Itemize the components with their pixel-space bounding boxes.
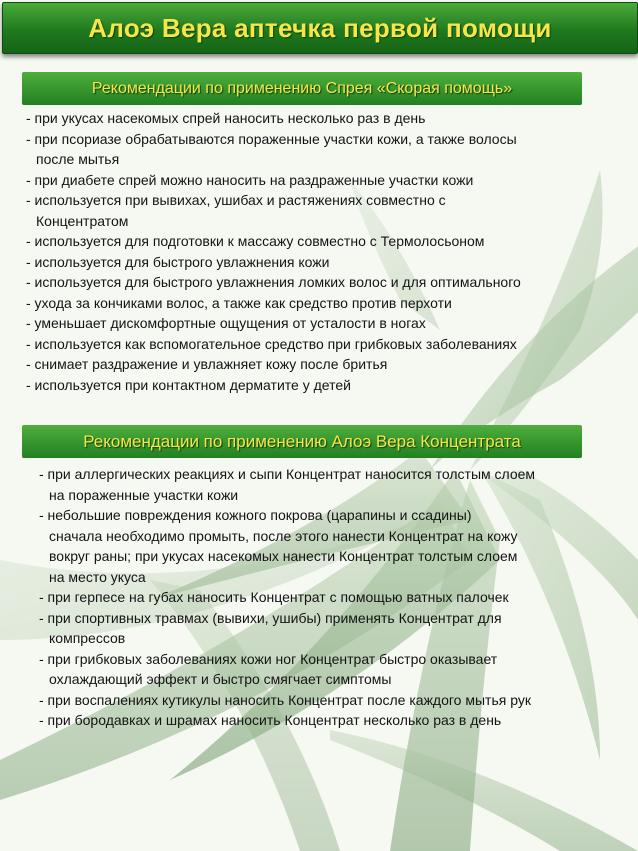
concentrate-recommendations-list [39,464,535,731]
list-item-continuation: сначала необходимо промыть, после этого нанести Концентрат на кожу [49,527,518,544]
page-title: Алоэ Вера аптечка первой помощи [2,2,638,54]
list-item: - при укусах насекомых спрей наносить несколько раз в день [26,110,426,126]
list-item-continuation: компрессов [49,630,126,646]
list-item: - при герпесе на губах наносить Концентрат с помощью ватных палочек [39,589,509,605]
list-item: - при воспалениях кутикулы наносить Концентрат после каждого мытья рук [39,691,531,708]
concentrate-section-header: Рекомендации по применению Алоэ Вера Концентрата [22,425,582,458]
list-item: - используется при вывихах, ушибах и растяжениях совместно с [26,192,446,208]
list-item: - при спортивных травмах (вывихи, ушибы) применять Концентрат для [39,609,502,626]
list-item-continuation: Концентратом [36,212,129,229]
list-item-continuation: вокруг раны; при укусах насекомых нанести Концентрат толстым слоем [49,548,518,564]
spray-section-header: Рекомендации по применению Спрея «Скорая помощь» [22,72,582,105]
spray-recommendations-list [26,108,521,395]
list-item-continuation: на место укуса [49,568,146,585]
list-item-continuation: после мытья [36,151,120,167]
list-item: - небольшие повреждения кожного покрова (царапины и ссадины) [39,507,472,523]
list-item: - при бородавках и шрамах наносить Концентрат несколько раз в день [39,712,502,728]
list-item: - используется для быстрого увлажнения кожи [26,253,330,270]
list-item: - используется для подготовки к массажу совместно с Термолосьоном [26,233,485,249]
list-item: - при диабете спрей можно наносить на раздраженные участки кожи [26,171,474,188]
list-item: - при аллергических реакциях и сыпи Концентрат наносится толстым слоем [39,466,536,482]
list-item: - ухода за кончиками волос, а также как средство против перхоти [26,294,452,311]
list-item: - используется для быстрого увлажнения ломких волос и для оптимального [26,274,521,290]
list-item: - уменьшает дискомфортные ощущения от усталости в ногах [26,315,426,331]
list-item-continuation: на пораженные участки кожи [49,486,239,503]
list-item-continuation: охлаждающий эффект и быстро смягчает симптомы [49,671,392,687]
list-item: - используется при контактном дерматите у детей [26,376,351,393]
list-item: - снимает раздражение и увлажняет кожу после бритья [26,356,388,372]
list-item: - при грибковых заболеваниях кожи ног Концентрат быстро оказывает [39,650,498,667]
list-item: - используется как вспомогательное средство при грибковых заболеваниях [26,335,517,352]
list-item: - при псориазе обрабатываются пораженные участки кожи, а также волосы [26,130,517,147]
